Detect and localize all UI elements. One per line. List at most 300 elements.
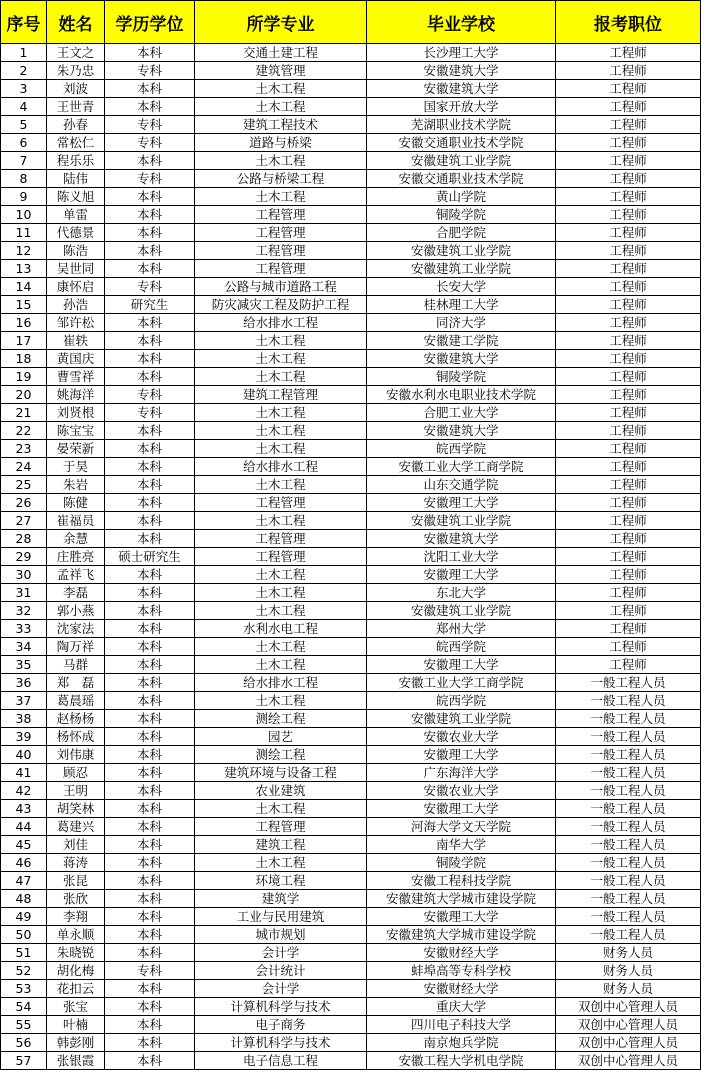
cell-position: 双创中心管理人员 [556,1034,701,1052]
cell-school: 安徽建筑大学 [367,62,556,80]
cell-serial: 39 [1,728,47,746]
table-row [1,350,701,368]
cell-degree: 本科 [105,332,195,350]
cell-school: 安徽交通职业技术学院 [367,134,556,152]
cell-position: 工程师 [556,278,701,296]
table-row [1,404,701,422]
table-row [1,476,701,494]
cell-name: 刘佳 [47,836,105,854]
cell-position: 工程师 [556,422,701,440]
cell-serial: 26 [1,494,47,512]
table-row [1,368,701,386]
cell-name: 张宝 [47,998,105,1016]
cell-serial: 11 [1,224,47,242]
cell-serial: 57 [1,1052,47,1070]
cell-name: 常松仁 [47,134,105,152]
cell-major: 土木工程 [195,440,367,458]
cell-school: 合肥工业大学 [367,404,556,422]
cell-name: 陈宝宝 [47,422,105,440]
table-row [1,80,701,98]
cell-serial: 21 [1,404,47,422]
cell-name: 陶万祥 [47,638,105,656]
cell-major: 土木工程 [195,188,367,206]
cell-school: 安徽理工大学 [367,800,556,818]
cell-degree: 本科 [105,224,195,242]
cell-school: 铜陵学院 [367,854,556,872]
table-row [1,260,701,278]
cell-degree: 本科 [105,602,195,620]
cell-degree: 本科 [105,260,195,278]
cell-position: 工程师 [556,62,701,80]
cell-position: 工程师 [556,98,701,116]
cell-school: 皖西学院 [367,440,556,458]
cell-position: 工程师 [556,116,701,134]
cell-degree: 本科 [105,1034,195,1052]
cell-school: 安徽农业大学 [367,782,556,800]
cell-position: 工程师 [556,242,701,260]
cell-major: 工程管理 [195,224,367,242]
cell-degree: 专科 [105,170,195,188]
cell-major: 给水排水工程 [195,458,367,476]
cell-name: 葛晨瑶 [47,692,105,710]
table-row [1,746,701,764]
cell-school: 安徽建筑大学 [367,350,556,368]
cell-serial: 10 [1,206,47,224]
table-row [1,584,701,602]
cell-name: 孟祥飞 [47,566,105,584]
cell-degree: 本科 [105,458,195,476]
cell-degree: 本科 [105,818,195,836]
cell-degree: 本科 [105,188,195,206]
table-body [1,44,701,1070]
cell-school: 皖西学院 [367,692,556,710]
cell-degree: 本科 [105,908,195,926]
table-row [1,854,701,872]
cell-degree: 本科 [105,800,195,818]
cell-serial: 51 [1,944,47,962]
cell-major: 土木工程 [195,80,367,98]
cell-degree: 本科 [105,314,195,332]
cell-degree: 本科 [105,1052,195,1070]
cell-position: 一般工程人员 [556,890,701,908]
cell-major: 工程管理 [195,530,367,548]
cell-school: 铜陵学院 [367,206,556,224]
cell-degree: 专科 [105,116,195,134]
cell-position: 工程师 [556,386,701,404]
cell-name: 顾忍 [47,764,105,782]
cell-name: 杨怀成 [47,728,105,746]
cell-major: 土木工程 [195,368,367,386]
cell-school: 安徽工程科技学院 [367,872,556,890]
cell-position: 工程师 [556,314,701,332]
cell-school: 蚌埠高等专科学校 [367,962,556,980]
cell-major: 土木工程 [195,350,367,368]
table-row [1,440,701,458]
cell-major: 公路与城市道路工程 [195,278,367,296]
cell-degree: 本科 [105,206,195,224]
cell-position: 一般工程人员 [556,800,701,818]
cell-name: 黄国庆 [47,350,105,368]
cell-name: 王世青 [47,98,105,116]
cell-school: 安徽工业大学工商学院 [367,674,556,692]
table-header [1,1,701,44]
cell-school: 安徽建筑大学城市建设学院 [367,926,556,944]
cell-position: 一般工程人员 [556,764,701,782]
cell-major: 土木工程 [195,566,367,584]
cell-major: 工程管理 [195,494,367,512]
cell-position: 工程师 [556,638,701,656]
cell-degree: 本科 [105,422,195,440]
cell-name: 康怀启 [47,278,105,296]
cell-serial: 17 [1,332,47,350]
table-row [1,710,701,728]
cell-major: 给水排水工程 [195,674,367,692]
cell-major: 交通土建工程 [195,44,367,62]
cell-name: 李磊 [47,584,105,602]
cell-major: 测绘工程 [195,746,367,764]
cell-serial: 41 [1,764,47,782]
cell-degree: 本科 [105,350,195,368]
table-row [1,62,701,80]
cell-name: 晏荣新 [47,440,105,458]
cell-major: 土木工程 [195,404,367,422]
table-row [1,692,701,710]
cell-position: 工程师 [556,170,701,188]
cell-serial: 13 [1,260,47,278]
cell-degree: 本科 [105,1016,195,1034]
table-row [1,386,701,404]
table-row [1,620,701,638]
cell-school: 安徽建筑工业学院 [367,260,556,278]
cell-degree: 专科 [105,134,195,152]
cell-position: 工程师 [556,206,701,224]
cell-serial: 30 [1,566,47,584]
cell-school: 安徽建筑工业学院 [367,242,556,260]
cell-degree: 研究生 [105,296,195,314]
cell-major: 建筑学 [195,890,367,908]
cell-major: 园艺 [195,728,367,746]
cell-serial: 40 [1,746,47,764]
cell-school: 山东交通学院 [367,476,556,494]
cell-school: 南华大学 [367,836,556,854]
cell-major: 工程管理 [195,548,367,566]
cell-position: 工程师 [556,566,701,584]
cell-degree: 专科 [105,404,195,422]
cell-serial: 18 [1,350,47,368]
cell-serial: 54 [1,998,47,1016]
cell-name: 朱岩 [47,476,105,494]
table-row [1,674,701,692]
cell-name: 姚海洋 [47,386,105,404]
table-row [1,152,701,170]
cell-name: 陈义旭 [47,188,105,206]
cell-position: 一般工程人员 [556,836,701,854]
table-row [1,800,701,818]
header-row [1,1,701,44]
header-position: 报考职位 [556,1,701,44]
cell-school: 安徽农业大学 [367,728,556,746]
cell-school: 合肥学院 [367,224,556,242]
cell-major: 工业与民用建筑 [195,908,367,926]
cell-major: 会计统计 [195,962,367,980]
header-major: 所学专业 [195,1,367,44]
cell-major: 测绘工程 [195,710,367,728]
cell-serial: 5 [1,116,47,134]
cell-major: 土木工程 [195,512,367,530]
cell-degree: 本科 [105,836,195,854]
cell-degree: 本科 [105,620,195,638]
table-row [1,998,701,1016]
table-row [1,836,701,854]
cell-school: 黄山学院 [367,188,556,206]
cell-degree: 本科 [105,710,195,728]
cell-serial: 19 [1,368,47,386]
cell-name: 李翔 [47,908,105,926]
cell-position: 一般工程人员 [556,692,701,710]
table-row [1,728,701,746]
cell-degree: 本科 [105,512,195,530]
table-row [1,170,701,188]
cell-name: 单永顺 [47,926,105,944]
cell-serial: 31 [1,584,47,602]
cell-serial: 14 [1,278,47,296]
cell-school: 南京炮兵学院 [367,1034,556,1052]
cell-serial: 3 [1,80,47,98]
cell-name: 刘贤根 [47,404,105,422]
cell-serial: 32 [1,602,47,620]
cell-major: 建筑工程技术 [195,116,367,134]
cell-name: 陈健 [47,494,105,512]
cell-name: 吴世同 [47,260,105,278]
cell-major: 工程管理 [195,260,367,278]
cell-major: 土木工程 [195,638,367,656]
cell-degree: 专科 [105,62,195,80]
cell-degree: 本科 [105,728,195,746]
cell-degree: 本科 [105,998,195,1016]
cell-major: 防灾减灾工程及防护工程 [195,296,367,314]
cell-degree: 本科 [105,494,195,512]
cell-major: 工程管理 [195,242,367,260]
cell-degree: 本科 [105,44,195,62]
cell-serial: 23 [1,440,47,458]
table-row [1,314,701,332]
cell-position: 工程师 [556,332,701,350]
cell-name: 程乐乐 [47,152,105,170]
cell-degree: 本科 [105,476,195,494]
cell-major: 农业建筑 [195,782,367,800]
cell-school: 安徽建工学院 [367,332,556,350]
cell-name: 庄胜亮 [47,548,105,566]
cell-degree: 专科 [105,278,195,296]
cell-position: 一般工程人员 [556,782,701,800]
cell-degree: 本科 [105,980,195,998]
cell-name: 孙浩 [47,296,105,314]
cell-major: 土木工程 [195,854,367,872]
cell-serial: 47 [1,872,47,890]
table-row [1,98,701,116]
cell-school: 安徽建筑大学城市建设学院 [367,890,556,908]
cell-serial: 45 [1,836,47,854]
cell-serial: 8 [1,170,47,188]
cell-serial: 9 [1,188,47,206]
cell-position: 一般工程人员 [556,674,701,692]
cell-serial: 42 [1,782,47,800]
cell-name: 崔福员 [47,512,105,530]
cell-serial: 33 [1,620,47,638]
table-row [1,872,701,890]
cell-name: 胡笑林 [47,800,105,818]
cell-serial: 4 [1,98,47,116]
cell-school: 安徽建筑大学 [367,530,556,548]
cell-degree: 本科 [105,944,195,962]
table-row [1,296,701,314]
cell-school: 安徽财经大学 [367,944,556,962]
table-row [1,44,701,62]
table-row [1,242,701,260]
cell-position: 双创中心管理人员 [556,1052,701,1070]
cell-degree: 本科 [105,368,195,386]
cell-position: 工程师 [556,188,701,206]
cell-position: 一般工程人员 [556,854,701,872]
cell-school: 河海大学文天学院 [367,818,556,836]
cell-degree: 本科 [105,242,195,260]
table-row [1,1052,701,1070]
table-row [1,1034,701,1052]
table-row [1,782,701,800]
table-row [1,1016,701,1034]
cell-school: 长沙理工大学 [367,44,556,62]
cell-serial: 2 [1,62,47,80]
cell-major: 计算机科学与技术 [195,998,367,1016]
cell-school: 安徽交通职业技术学院 [367,170,556,188]
cell-name: 陈浩 [47,242,105,260]
cell-serial: 22 [1,422,47,440]
cell-school: 安徽建筑大学 [367,422,556,440]
cell-school: 广东海洋大学 [367,764,556,782]
cell-position: 工程师 [556,656,701,674]
cell-degree: 本科 [105,746,195,764]
table-row [1,332,701,350]
cell-name: 胡化梅 [47,962,105,980]
table-row [1,890,701,908]
cell-school: 同济大学 [367,314,556,332]
cell-name: 朱晓锐 [47,944,105,962]
cell-serial: 1 [1,44,47,62]
cell-position: 工程师 [556,296,701,314]
cell-school: 安徽理工大学 [367,566,556,584]
cell-position: 工程师 [556,224,701,242]
cell-name: 王明 [47,782,105,800]
cell-school: 国家开放大学 [367,98,556,116]
cell-name: 叶楠 [47,1016,105,1034]
cell-school: 桂林理工大学 [367,296,556,314]
cell-serial: 6 [1,134,47,152]
cell-school: 重庆大学 [367,998,556,1016]
cell-position: 一般工程人员 [556,818,701,836]
cell-position: 工程师 [556,368,701,386]
cell-position: 财务人员 [556,980,701,998]
table-row [1,548,701,566]
cell-position: 工程师 [556,602,701,620]
cell-position: 财务人员 [556,962,701,980]
cell-serial: 27 [1,512,47,530]
table-row [1,926,701,944]
cell-name: 张欣 [47,890,105,908]
cell-school: 芜湖职业技术学院 [367,116,556,134]
cell-position: 工程师 [556,530,701,548]
cell-major: 城市规划 [195,926,367,944]
cell-major: 环境工程 [195,872,367,890]
cell-position: 双创中心管理人员 [556,998,701,1016]
cell-serial: 28 [1,530,47,548]
cell-major: 工程管理 [195,818,367,836]
cell-degree: 专科 [105,386,195,404]
cell-position: 一般工程人员 [556,872,701,890]
cell-major: 土木工程 [195,692,367,710]
table-row [1,512,701,530]
cell-school: 安徽财经大学 [367,980,556,998]
cell-major: 工程管理 [195,206,367,224]
cell-school: 安徽工业大学工商学院 [367,458,556,476]
table-row [1,656,701,674]
cell-name: 郑 磊 [47,674,105,692]
cell-degree: 本科 [105,872,195,890]
table-row [1,818,701,836]
cell-degree: 本科 [105,530,195,548]
cell-position: 工程师 [556,458,701,476]
cell-position: 一般工程人员 [556,728,701,746]
cell-serial: 20 [1,386,47,404]
cell-school: 安徽理工大学 [367,494,556,512]
table-row [1,980,701,998]
cell-position: 工程师 [556,476,701,494]
cell-serial: 44 [1,818,47,836]
cell-school: 安徽建筑工业学院 [367,152,556,170]
cell-major: 水利水电工程 [195,620,367,638]
cell-degree: 本科 [105,80,195,98]
cell-school: 安徽理工大学 [367,746,556,764]
table-row [1,278,701,296]
cell-name: 单雷 [47,206,105,224]
cell-major: 土木工程 [195,476,367,494]
table-row [1,566,701,584]
cell-school: 安徽建筑工业学院 [367,602,556,620]
cell-serial: 52 [1,962,47,980]
cell-position: 工程师 [556,494,701,512]
cell-position: 一般工程人员 [556,926,701,944]
cell-major: 公路与桥梁工程 [195,170,367,188]
cell-major: 土木工程 [195,98,367,116]
cell-position: 双创中心管理人员 [556,1016,701,1034]
cell-serial: 34 [1,638,47,656]
cell-major: 土木工程 [195,152,367,170]
table-row [1,188,701,206]
cell-major: 土木工程 [195,602,367,620]
cell-school: 郑州大学 [367,620,556,638]
cell-degree: 硕士研究生 [105,548,195,566]
cell-name: 张银霞 [47,1052,105,1070]
table-row [1,530,701,548]
cell-serial: 16 [1,314,47,332]
cell-position: 工程师 [556,350,701,368]
cell-serial: 37 [1,692,47,710]
table-row [1,134,701,152]
cell-name: 沈家法 [47,620,105,638]
cell-school: 沈阳工业大学 [367,548,556,566]
cell-name: 陆伟 [47,170,105,188]
cell-major: 电子商务 [195,1016,367,1034]
cell-degree: 本科 [105,152,195,170]
